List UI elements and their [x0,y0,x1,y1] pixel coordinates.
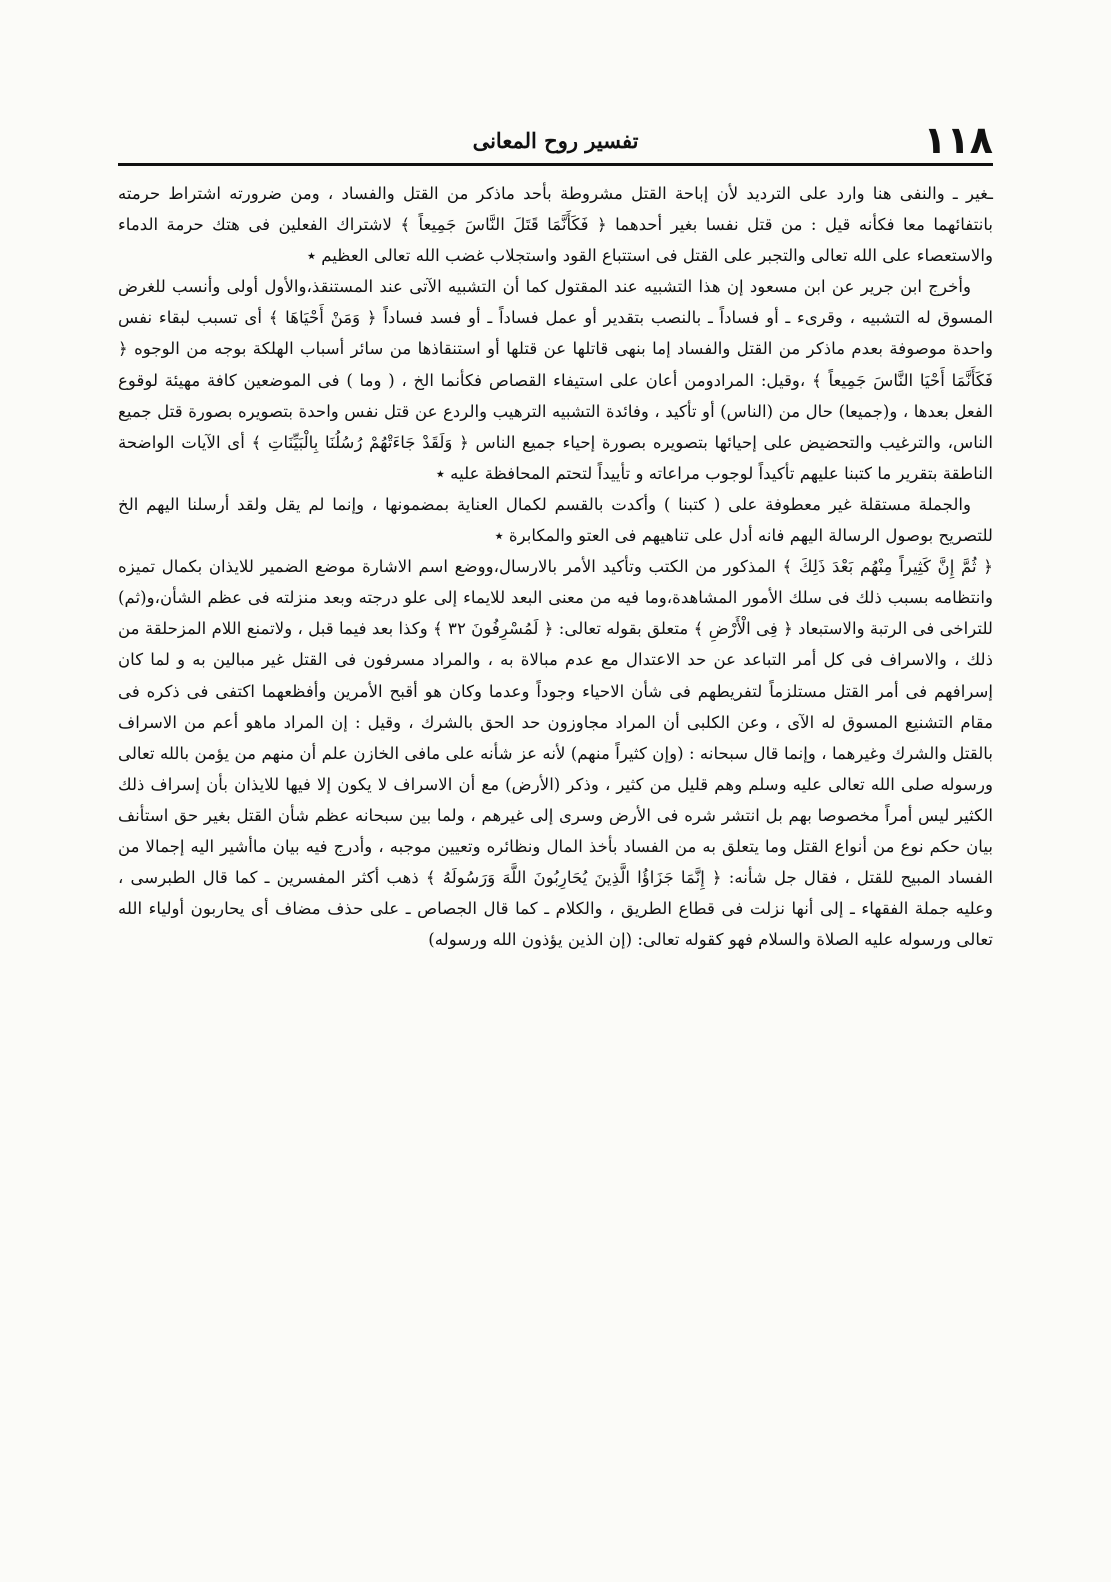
page-header [118,118,993,164]
paragraph-4: ﴿ ثُمَّ إِنَّ كَثِيراً مِنْهُم بَعْدَ ذَلِكَ ﴾ المذكور من الكتب وتأكيد الأمر بالارسال،ووضع اسم الاشارة موضع الضمير للايذان بكمال تميزه وانتظامه بسبب ذلك فى سلك الأمور المشاهدة،وما فيه من معنى البعد للايماء إلى علو درجته وبعد منزلته فى عظم الشأن،و(ثم) للتراخى فى الرتبة والاستبعاد ﴿ فِى الْأَرْضِ ﴾ متعلق بقوله تعالى: ﴿ لَمُسْرِفُونَ ٣٢ ﴾ وكذا بعد فيما قبل ، ولاتمنع اللام المزحلقة من ذلك ، والاسراف فى كل أمر التباعد عن حد الاعتدال مع عدم مبالاة به ، والمراد مسرفون فى القتل غير مبالين به و لما كان إسرافهم فى أمر القتل مستلزماً لتفريطهم فى شأن الاحياء وجوداً وعدما وكان هو أقبح الأمرين وأفظعهما اكتفى فى ذكره فى مقام التشنيع المسوق له الآى ، وعن الكلبى أن المراد مجاوزون حد الحق بالشرك ، وقيل : إن المراد ماهو أعم من الاسراف بالقتل والشرك وغيرهما ، وإنما قال سبحانه : (وإن كثيراً منهم) لأنه عز شأنه على مافى الخازن علم أن منهم من يؤمن بالله تعالى ورسوله صلى الله تعالى عليه وسلم وهم قليل من كثير ، وذكر (الأرض) مع أن الاسراف لا يكون إلا فيها للايذان بأن إسراف ذلك الكثير ليس أمراً مخصوصا بهم بل انتشر شره فى الأرض وسرى إلى غيرهم ، ولما بين سبحانه عظم شأن القتل بغير حق استأنف بيان حكم نوع من أنواع القتل وما يتعلق به من الفساد بأخذ المال ونظائره وتعيين موجبه ، وأدرج فيه بيان ماأشير اليه إجمالا من الفساد المبيح للقتل ، فقال جل شأنه: ﴿ إِنَّمَا جَزَاؤُا الَّذِينَ يُحَارِبُونَ اللَّهَ وَرَسُولَهُ ﴾ ذهب أكثر المفسرين ـ كما قال الطبرسى ، وعليه جملة الفقهاء ـ إلى أنها نزلت فى قطاع الطريق ، والكلام ـ كما قال الجصاص ـ على حذف مضاف أى يحاربون أولياء الله تعالى ورسوله عليه الصلاة والسلام فهو كقوله تعالى: (إن الذين يؤذون الله ورسوله) [118,557,993,950]
header-rule [118,163,993,166]
paragraph-3: والجملة مستقلة غير معطوفة على ( كتبنا ) وأكدت بالقسم لكمال العناية بمضمونها ، وإنما لم يقل ولقد أرسلنا اليهم الخ للتصريح بوصول الرسالة اليهم فانه أدل على تناهيهم فى العتو والمكابرة ٭ [118,494,993,546]
page-number: ١١٨ [923,118,993,162]
running-title: تفسير روح المعانى [472,128,639,153]
commentary-text [118,178,993,1546]
paragraph-1: ـغير ـ والنفى هنا وارد على الترديد لأن إباحة القتل مشروطة بأحد ماذكر من القتل والفساد ، ومن ضرورته اشتراط حرمته بانتفائهما معا فكأنه قيل : من قتل نفسا بغير أحدهما ﴿ فَكَأَنَّمَا قَتَلَ النَّاسَ جَمِيعاً ﴾ لاشتراك الفعلين فى هتك حرمة الدماء والاستعصاء على الله تعالى والتجبر على القتل فى استتباع القود واستجلاب غضب الله تعالى العظيم ٭ [118,184,993,266]
paragraph-2: وأخرج ابن جرير عن ابن مسعود إن هذا التشبيه عند المقتول كما أن التشبيه الآتى عند المستنقذ،والأول أولى وأنسب للغرض المسوق له التشبيه ، وقرىء ـ أو فساداً ـ بالنصب بتقدير أو عمل فساداً ـ أو فسد فساداً ﴿ وَمَنْ أَحْيَاهَا ﴾ أى تسبب لبقاء نفس واحدة موصوفة بعدم ماذكر من القتل والفساد إما بنهى قاتلها عن قتلها أو استنقاذها من سائر أسباب الهلكة بوجه من الوجوه ﴿ فَكَأَنَّمَا أَحْيَا النَّاسَ جَمِيعاً ﴾ ،وقيل: المرادومن أعان على استيفاء القصاص فكأنما الخ ، ( وما ) فى الموضعين كافة مهيئة لوقوع الفعل بعدها ، و(جميعا) حال من (الناس) أو تأكيد ، وفائدة التشبيه الترهيب والردع عن قتل نفس واحدة بتصويره بصورة قتل جميع الناس، والترغيب والتحضيض على إحيائها بتصويره بصورة إحياء جميع الناس ﴿ وَلَقَدْ جَاءَتْهُمْ رُسُلُنَا بِالْبَيِّنَاتِ ﴾ أى الآيات الواضحة الناطقة بتقرير ما كتبنا عليهم تأكيداً لوجوب مراعاته و تأييداً لتحتم المحافظة عليه ٭ [118,277,993,483]
